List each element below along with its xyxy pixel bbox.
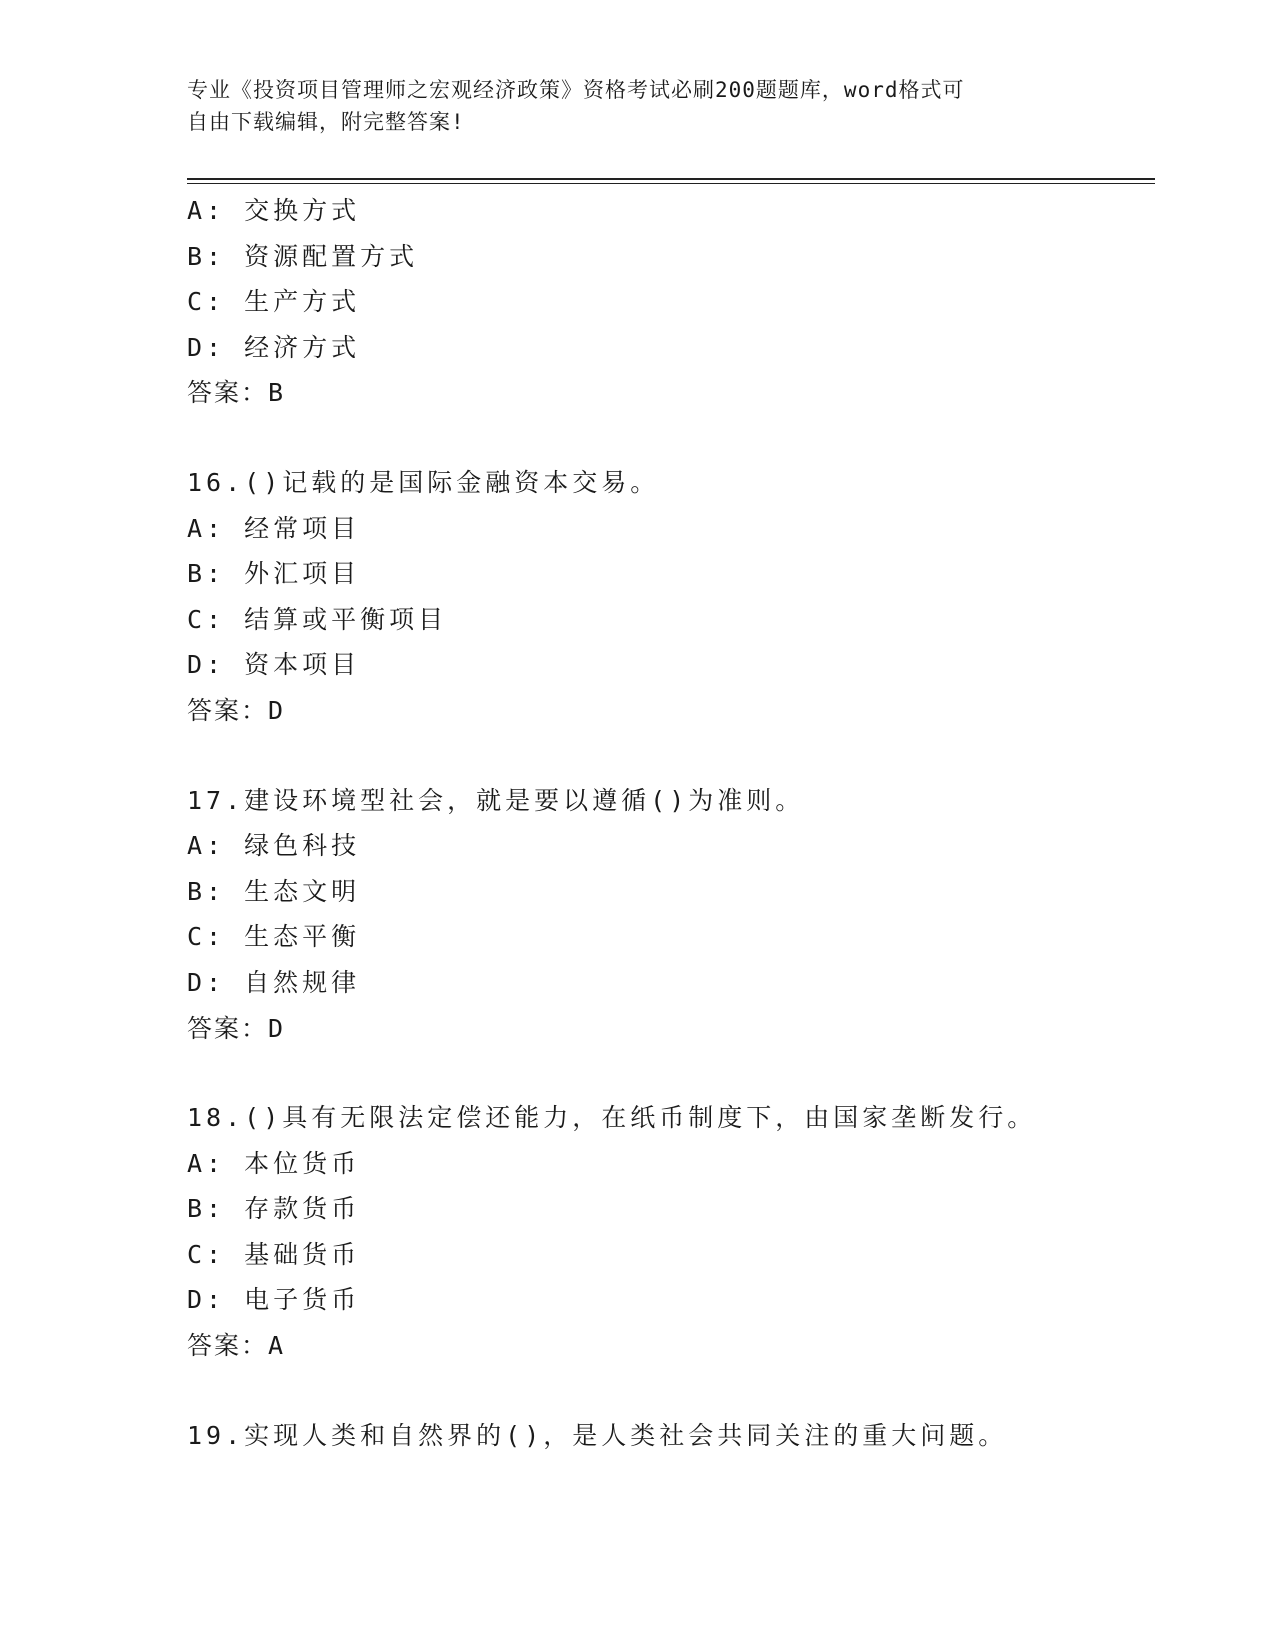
question-text: 17.建设环境型社会，就是要以遵循()为准则。 <box>187 785 805 815</box>
question-block-18 <box>187 1095 1147 1369</box>
answer-line: 答案：D <box>187 695 286 725</box>
header-line-1: 专业《投资项目管理师之宏观经济政策》资格考试必刷200题题库，word格式可 <box>187 78 965 102</box>
question-block-15 <box>187 188 1147 416</box>
question-text: 18.()具有无限法定偿还能力，在纸币制度下，由国家垄断发行。 <box>187 1103 1037 1133</box>
header-divider-thick <box>187 178 1155 180</box>
option-b: B: 存款货币 <box>187 1194 361 1224</box>
option-a: A: 绿色科技 <box>187 831 361 861</box>
option-b: B: 资源配置方式 <box>187 241 419 271</box>
option-a: A: 交换方式 <box>187 196 361 225</box>
question-block-16 <box>187 460 1147 734</box>
option-d: D: 自然规律 <box>187 967 361 997</box>
option-a: A: 经常项目 <box>187 513 361 543</box>
header-line-2: 自由下载编辑，附完整答案! <box>187 110 465 134</box>
option-b: B: 生态文明 <box>187 876 361 906</box>
answer-line: 答案：A <box>187 1331 286 1361</box>
answer-line: 答案：B <box>187 378 286 408</box>
question-text: 19.实现人类和自然界的()，是人类社会共同关注的重大问题。 <box>187 1420 1008 1450</box>
answer-line: 答案：D <box>187 1013 286 1043</box>
document-header <box>187 74 1067 138</box>
option-a: A: 本位货币 <box>187 1148 361 1178</box>
option-c: C: 结算或平衡项目 <box>187 604 448 634</box>
question-list <box>187 188 1147 1458</box>
option-d: D: 资本项目 <box>187 650 361 680</box>
option-c: C: 基础货币 <box>187 1239 361 1269</box>
option-d: D: 电子货币 <box>187 1285 361 1315</box>
option-c: C: 生产方式 <box>187 287 361 317</box>
question-block-17 <box>187 778 1147 1052</box>
option-b: B: 外汇项目 <box>187 559 361 589</box>
question-block-19 <box>187 1413 1147 1459</box>
header-divider-thin <box>187 183 1155 184</box>
option-d: D: 经济方式 <box>187 332 361 362</box>
question-text: 16.()记载的是国际金融资本交易。 <box>187 467 660 497</box>
option-c: C: 生态平衡 <box>187 922 361 952</box>
